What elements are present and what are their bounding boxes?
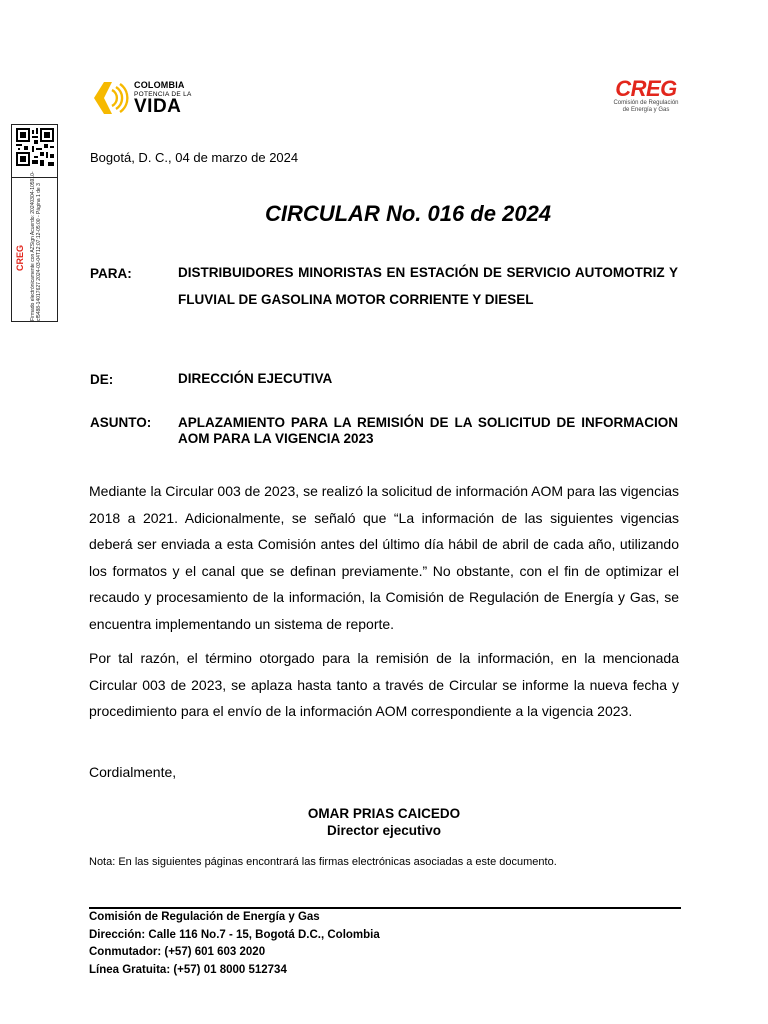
creg-logo-sub2: de Energía y Gas <box>622 107 670 113</box>
creg-logo-sub1: Comisión de Regulación <box>613 100 679 106</box>
para-value: DISTRIBUIDORES MINORISTAS EN ESTACIÓN DE SERVICIO AUTOMOTRIZ Y FLUVIAL DE GASOLINA MOTOR CORRIENTE Y DIESEL <box>178 265 678 307</box>
closing-salutation: Cordialmente, <box>89 764 177 780</box>
body-paragraph-1: Mediante la Circular 003 de 2023, se realizó la solicitud de información AOM para las vigencias 2018 a 2021. Adicionalmente, se señaló que “La información de las siguientes vigencias deberá ser enviada a esta Comisión antes del último día hábil de abril de cada año, utilizando los formatos y el canal que se definan previamente.” No obstante, con el fin de optimizar el recaudo y procesamiento de la información, la Comisión de Regulación de Energía y Gas, se encuentra implementando un sistema de reporte. <box>89 483 679 632</box>
signer-role: Director ejecutivo <box>326 823 442 838</box>
asunto-value: APLAZAMIENTO PARA LA REMISIÓN DE LA SOLICITUD DE INFORMACION AOM PARA LA VIGENCIA 2023 <box>178 415 678 446</box>
colombia-sun-icon <box>90 78 130 118</box>
de-label: DE: <box>90 372 114 387</box>
logo-text-potencia: POTENCIA DE LA <box>134 91 192 98</box>
colombia-potencia-logo <box>90 78 200 118</box>
signer-name: OMAR PRIAS CAICEDO <box>307 806 461 821</box>
footer-org: Comisión de Regulación de Energía y Gas <box>89 911 320 923</box>
signature-note: Nota: En las siguientes páginas encontrará las firmas electrónicas asociadas a este documento. <box>89 856 557 868</box>
asunto-label: ASUNTO: <box>90 415 152 430</box>
creg-logo <box>610 78 682 122</box>
para-label: PARA: <box>90 266 132 281</box>
document-date: Bogotá, D. C., 04 de marzo de 2024 <box>90 150 299 165</box>
body-paragraph-2: Por tal razón, el término otorgado para la remisión de la información, en la mencionada Circular 003 de 2023, se aplaza hasta tanto a través de Circular se informe la nueva fecha y procedimiento para el envío de la información AOM correspondiente a la vigencia 2023. <box>89 650 679 720</box>
footer <box>89 909 380 979</box>
logo-text-colombia: COLOMBIA <box>134 80 185 90</box>
footer-toll-free: Línea Gratuita: (+57) 01 8000 512734 <box>89 963 287 976</box>
stamp-creg-logo: CREG <box>15 244 25 271</box>
circular-title <box>0 201 768 227</box>
logo-text-vida: VIDA <box>134 96 182 117</box>
footer-address: Dirección: Calle 116 No.7 - 15, Bogotá D.C., Colombia <box>89 928 380 941</box>
stamp-text: Firmado electrónicamente con AZSign Acuerdo: 20240304-105910-cf5488-14017627 2024-03-04T12:07:12-05:00 - Página 1 de 3 <box>30 171 42 321</box>
creg-logo-mark: CREG <box>615 76 677 101</box>
footer-phone: Conmutador: (+57) 601 603 2020 <box>89 946 266 958</box>
de-value: DIRECCIÓN EJECUTIVA <box>178 371 333 386</box>
circular-title-text: CIRCULAR No. 016 de 2024 <box>264 201 552 226</box>
